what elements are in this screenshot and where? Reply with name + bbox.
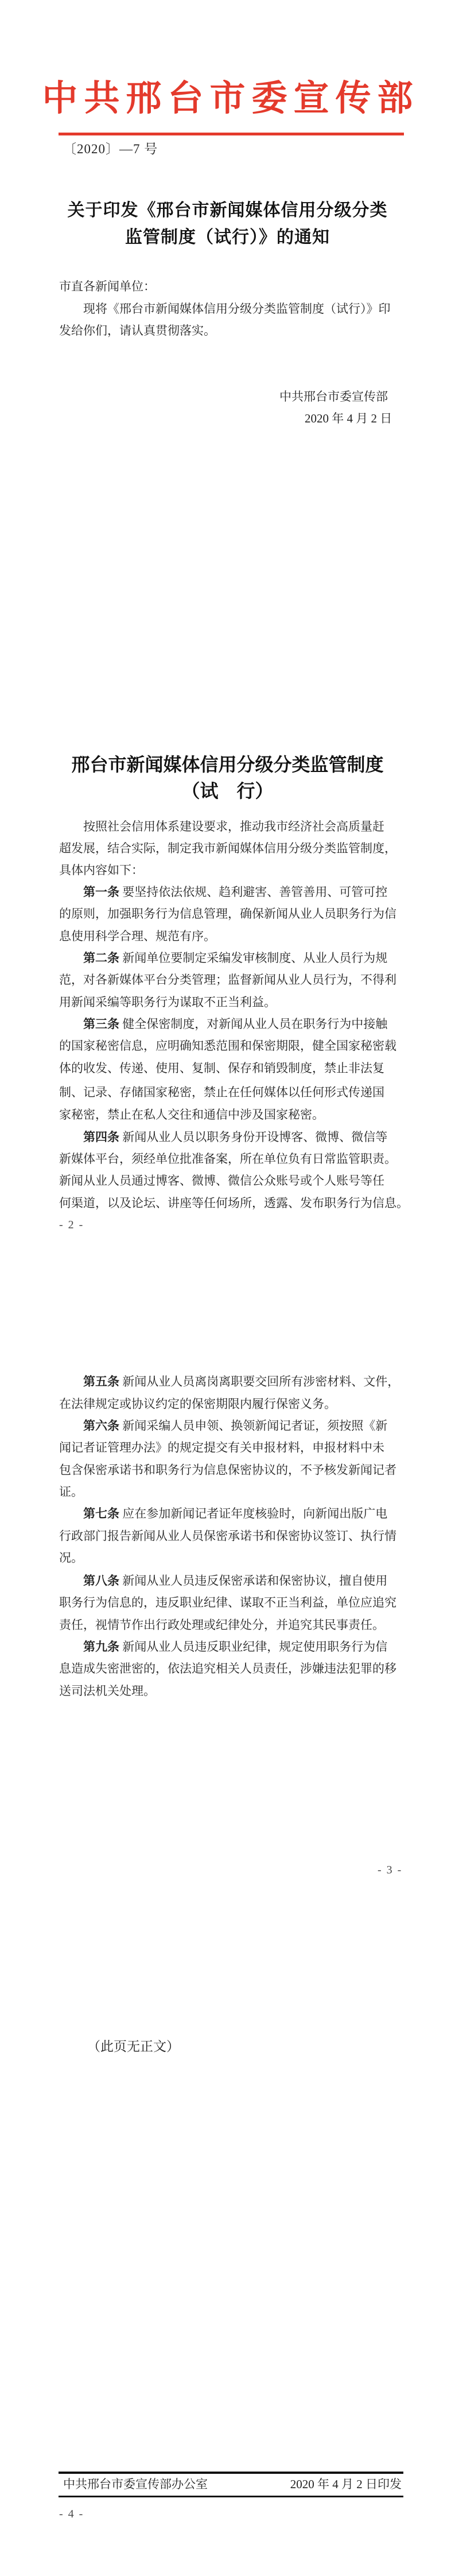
body-line: 制、记录、存储国家秘密，禁止在任何媒体以任何形式传递国 xyxy=(59,1085,384,1099)
body-line: 责任，视情节作出行政处理或纪律处分，并追究其民事责任。 xyxy=(59,1618,384,1632)
body-line-article-7: 第七条 应在参加新闻记者证年度核验时，向新闻出版广电 xyxy=(83,1507,388,1520)
notice-body-line: 发给你们，请认真贯彻落实。 xyxy=(59,324,216,337)
body-line-article-9: 第九条 新闻从业人员违反职业纪律，规定使用职务行为信 xyxy=(83,1640,388,1654)
body-line: 超发展，结合实际，制定我市新闻媒体信用分级分类监管制度， xyxy=(59,841,396,855)
salutation: 市直各新闻单位： xyxy=(59,280,155,293)
page-number-2: - 2 - xyxy=(59,1219,84,1231)
article-number: 第七条 xyxy=(83,1507,119,1520)
notice-body-line: 现将《邢台市新闻媒体信用分级分类监管制度（试行）》印 xyxy=(83,302,391,316)
body-line: 新媒体平台，须经单位批准备案，所在单位负有日常监管职责。 xyxy=(59,1152,396,1166)
regulation-subtitle: （试 行） xyxy=(181,781,274,801)
body-line: 范，对各新媒体平台分类管理；监督新闻从业人员行为，不得利 xyxy=(59,973,396,987)
body-line: 家秘密，禁止在私人交往和通信中涉及国家秘密。 xyxy=(59,1108,324,1122)
article-number: 第四条 xyxy=(83,1131,119,1144)
article-number: 第八条 xyxy=(83,1574,119,1588)
page-number-3: - 3 - xyxy=(378,1864,403,1876)
regulation-title: 邢台市新闻媒体信用分级分类监管制度 xyxy=(71,754,384,775)
issuing-org-masthead: 中共邢台市委宣传部 xyxy=(42,79,419,118)
body-line: 的国家秘密信息，应明确知悉范围和保密期限，健全国家秘密载 xyxy=(59,1039,396,1053)
body-line-article-6: 第六条 新闻采编人员申领、换领新闻记者证，须按照《新 xyxy=(83,1419,388,1433)
footer-print-date: 2020 年 4 月 2 日印发 xyxy=(290,2477,402,2491)
notice-title-line2: 监管制度（试行）》的通知 xyxy=(125,228,330,247)
body-line-article-3: 第三条 健全保密制度，对新闻从业人员在职务行为中接触 xyxy=(83,1017,388,1031)
body-line: 用新闻采编等职务行为谋取不正当利益。 xyxy=(59,995,276,1009)
body-line-article-4: 第四条 新闻从业人员以职务身份开设博客、微博、微信等 xyxy=(83,1130,388,1144)
article-number: 第九条 xyxy=(83,1640,119,1654)
body-line-article-5: 第五条 新闻从业人员离岗离职要交回所有涉密材料、文件， xyxy=(83,1375,400,1388)
body-line: 送司法机关处理。 xyxy=(59,1684,155,1698)
body-line: 何渠道，以及论坛、讲座等任何场所，透露、发布职务行为信息。 xyxy=(59,1196,409,1210)
footer-issuer: 中共邢台市委宣传部办公室 xyxy=(63,2477,208,2491)
body-line: 职务行为信息的，违反职业纪律、谋取不正当利益，单位应追究 xyxy=(59,1596,396,1609)
body-line: 的原则，加强职务行为信息管理，确保新闻从业人员职务行为信 xyxy=(59,907,396,921)
body-line-article-1: 第一条 要坚持依法依规、趋利避害、善管善用、可管可控 xyxy=(83,885,388,899)
masthead-red-rule xyxy=(59,133,404,135)
body-line: 在法律规定或协议约定的保密期限内履行保密义务。 xyxy=(59,1397,336,1411)
body-line: 按照社会信用体系建设要求，推动我市经济社会高质量赶 xyxy=(83,820,384,833)
document-number: 〔2020〕—7 号 xyxy=(63,142,158,156)
body-line: 证。 xyxy=(59,1485,83,1499)
page-number-4: - 4 - xyxy=(59,2508,84,2520)
body-line: 闻记者证管理办法》的规定提交有关申报材料，申报材料中未 xyxy=(59,1441,384,1454)
article-number: 第一条 xyxy=(83,886,119,899)
body-line: 体的收发、传递、使用、复制、保存和销毁制度，禁止非法复 xyxy=(59,1061,384,1075)
signature-org: 中共邢台市委宣传部 xyxy=(279,390,388,404)
no-text-note: （此页无正文） xyxy=(87,2039,180,2054)
body-line-article-2: 第二条 新闻单位要制定采编发审核制度、从业人员行为规 xyxy=(83,951,388,965)
body-line: 况。 xyxy=(59,1551,83,1565)
article-number: 第二条 xyxy=(83,952,119,965)
body-line: 包含保密承诺书和职务行为信息保密协议的，不予核发新闻记者 xyxy=(59,1463,396,1477)
footer-top-rule xyxy=(59,2472,403,2474)
body-line: 息使用科学合理、规范有序。 xyxy=(59,929,216,943)
article-number: 第五条 xyxy=(83,1375,119,1388)
notice-title-line1: 关于印发《邢台市新闻媒体信用分级分类 xyxy=(67,201,388,220)
body-line-article-8: 第八条 新闻从业人员违反保密承诺和保密协议，擅自使用 xyxy=(83,1574,388,1588)
article-number: 第三条 xyxy=(83,1018,119,1031)
article-number: 第六条 xyxy=(83,1419,119,1433)
body-line: 行政部门报告新闻从业人员保密承诺书和保密协议签订、执行情 xyxy=(59,1529,396,1543)
body-line: 具体内容如下： xyxy=(59,863,143,877)
footer-bottom-rule xyxy=(59,2496,403,2497)
body-line: 新闻从业人员通过博客、微博、微信公众账号或个人账号等任 xyxy=(59,1174,384,1188)
body-line: 息造成失密泄密的，依法追究相关人员责任，涉嫌违法犯罪的移 xyxy=(59,1662,396,1675)
signature-date: 2020 年 4 月 2 日 xyxy=(305,412,392,425)
